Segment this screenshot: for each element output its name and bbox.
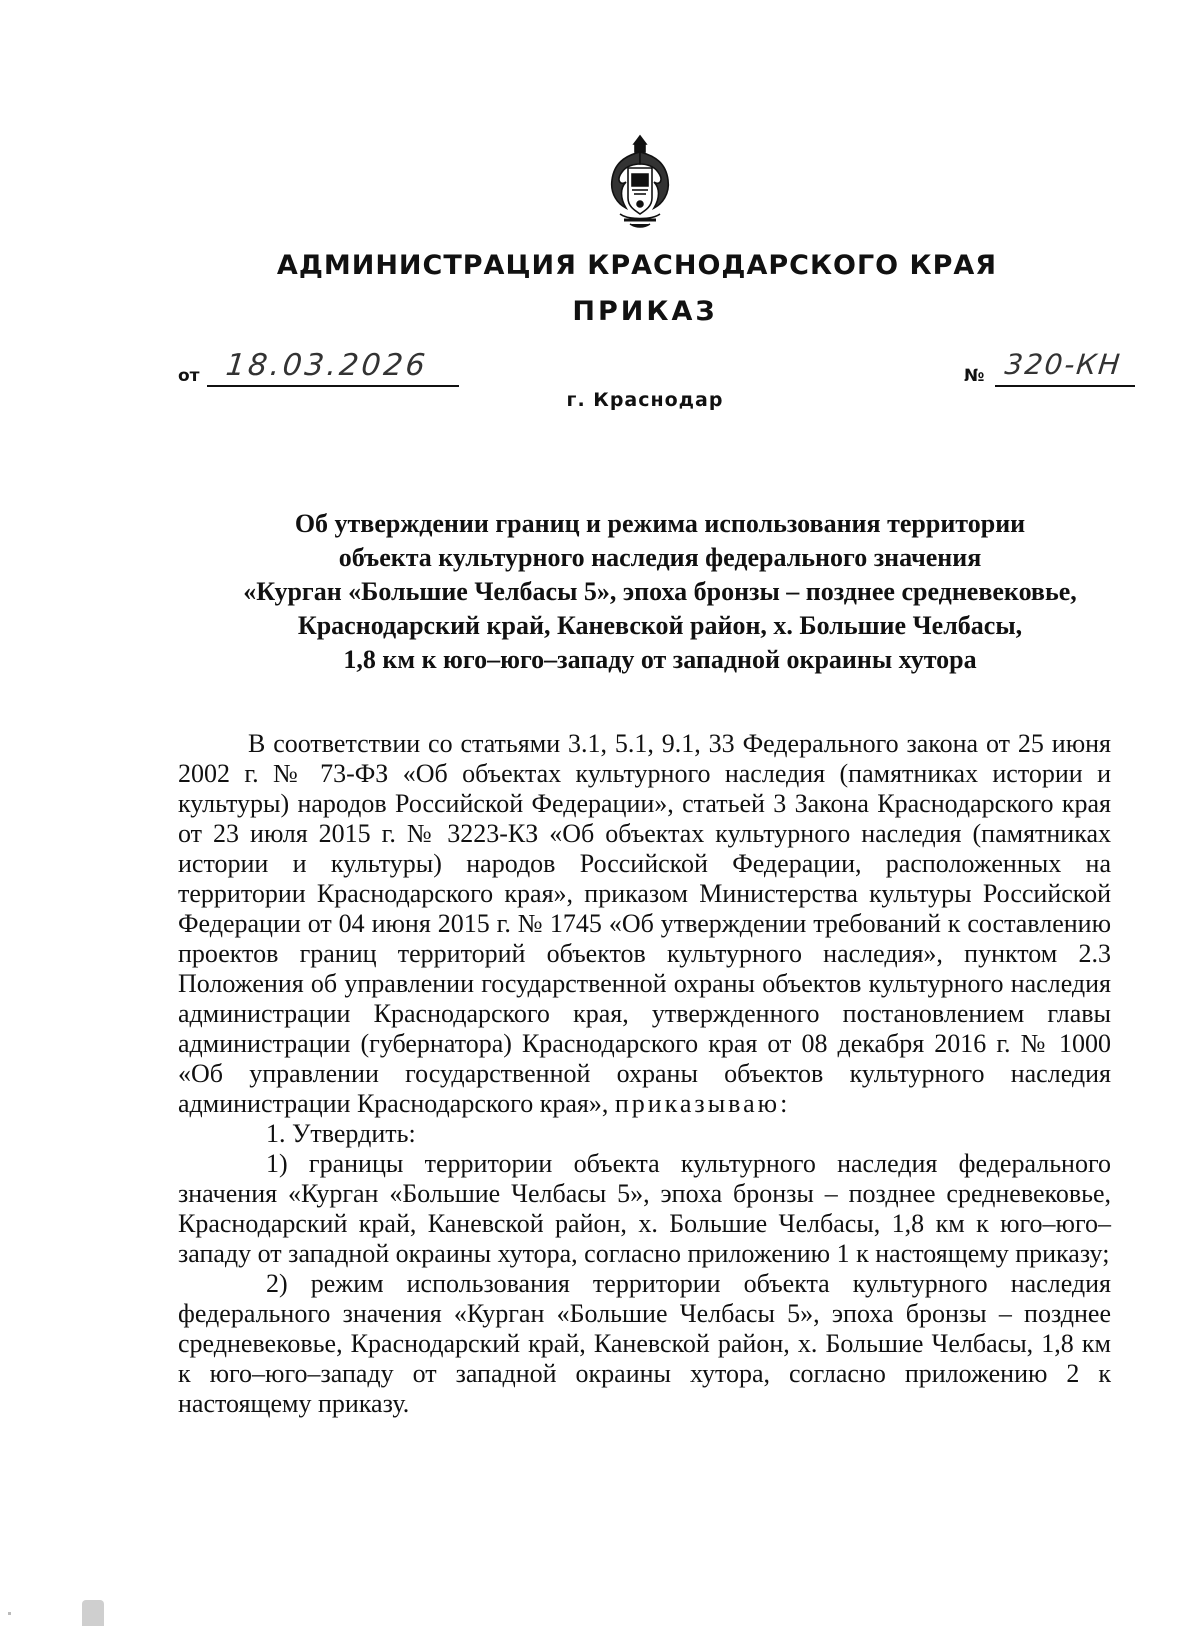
subject-line: Краснодарский край, Каневской район, х. Большие Челбасы, bbox=[297, 611, 1023, 640]
handwritten-date: 18.03.2026 bbox=[224, 348, 430, 383]
date-prefix: от bbox=[178, 366, 200, 386]
preamble-text: В соответствии со статьями 3.1, 5.1, 9.1, 33 Федерального закона от 25 июня 2002 г. № 73-ФЗ «Об объектах культурного наследия (памятниках истории и культуры) народов Российской Федерации», статьей 3 Закона Краснодарского края от 23 июля 2015 г. № 3223-КЗ «Об объектах культурного наследия (памятниках истории и культуры) народов Российской Федерации, расположенных на территории Краснодарского края», приказом Министерства культуры Российской Федерации от 04 июня 2015 г. № 1745 «Об утверждении требований к составлению проектов границ территорий объектов культурного наследия», пунктом 2.3 Положения об управлении государственной охраны объектов культурного наследия администрации Краснодарского края, утвержденного постановлением главы администрации (губернатора) Краснодарского края от 08 декабря 2016 г. № 1000 «Об управлении государственной охраны объектов культурного наследия администрации Краснодарского края», bbox=[178, 729, 1111, 1118]
number-prefix: № bbox=[964, 366, 985, 386]
document-subject bbox=[180, 507, 1140, 677]
coat-of-arms-icon bbox=[604, 134, 676, 230]
number-underline bbox=[995, 385, 1135, 387]
document-type: ПРИКАЗ bbox=[572, 296, 718, 327]
order-word: приказываю: bbox=[614, 1089, 791, 1118]
subject-line: объекта культурного наследия федерального значения bbox=[338, 543, 982, 572]
item-1: 1. Утвердить: bbox=[266, 1119, 416, 1148]
city-line: г. Краснодар bbox=[566, 389, 724, 411]
date-underline bbox=[207, 385, 459, 387]
organization-title: АДМИНИСТРАЦИЯ КРАСНОДАРСКОГО КРАЯ bbox=[276, 250, 998, 281]
scan-artifact bbox=[82, 1600, 104, 1626]
subject-line: «Курган «Большие Челбасы 5», эпоха бронзы – позднее средневековье, bbox=[243, 577, 1077, 606]
preamble-paragraph bbox=[178, 729, 1111, 1119]
subject-line: 1,8 км к юго–юго–западу от западной окраины хутора bbox=[343, 645, 977, 674]
subitem-1: 1) границы территории объекта культурного наследия федерального значения «Курган «Большие Челбасы 5», эпоха бронзы – позднее средневековье, Краснодарский край, Каневской район, х. Большие Челбасы, 1,8 км к юго–юго–западу от западной окраины хутора, согласно приложению 1 к настоящему приказу; bbox=[178, 1149, 1111, 1268]
handwritten-number: 320-КН bbox=[1003, 348, 1124, 381]
subitem-2: 2) режим использования территории объекта культурного наследия федерального значения «Курган «Большие Челбасы 5», эпоха бронзы – позднее средневековье, Краснодарский край, Каневской район, х. Большие Челбасы, 1,8 км к юго–юго–западу от западной окраины хутора, согласно приложению 2 к настоящему приказу. bbox=[178, 1269, 1111, 1418]
document-body bbox=[178, 729, 1111, 1419]
subject-line: Об утверждении границ и режима использования территории bbox=[294, 509, 1026, 538]
scan-artifact bbox=[8, 1612, 11, 1615]
